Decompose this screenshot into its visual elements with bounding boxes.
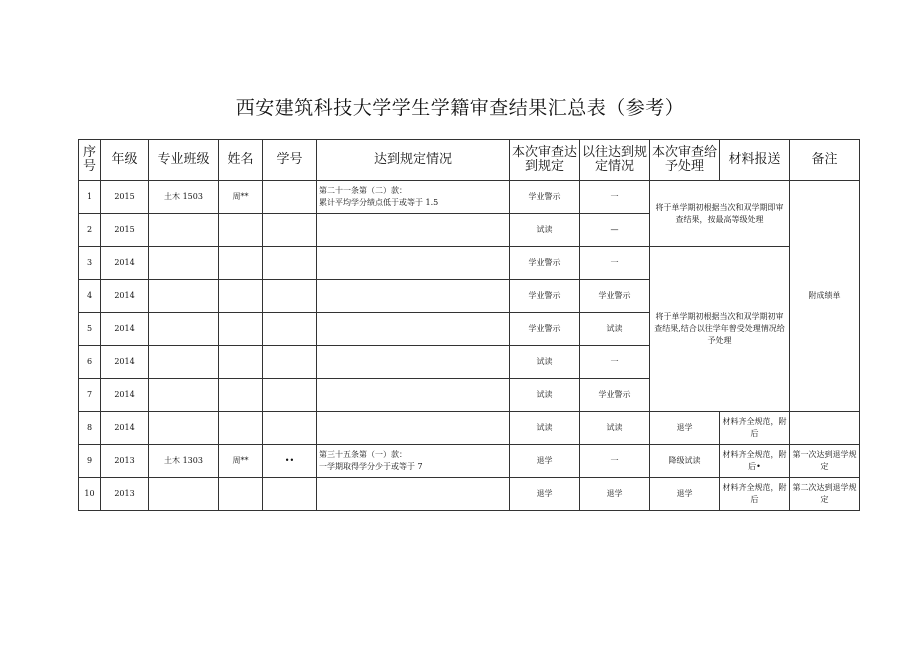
cell-class (149, 379, 219, 412)
cell-past-status: 退学 (580, 478, 650, 511)
cell-no: 4 (79, 280, 101, 313)
cell-remark (790, 412, 860, 445)
cell-name (219, 346, 263, 379)
cell-condition (317, 313, 510, 346)
cell-student-id (263, 247, 317, 280)
cell-current-review: 学业警示 (510, 313, 580, 346)
cell-no: 9 (79, 445, 101, 478)
cell-grade: 2015 (101, 214, 149, 247)
cell-student-id (263, 346, 317, 379)
cell-grade: 2014 (101, 313, 149, 346)
cell-condition (317, 346, 510, 379)
cell-no: 8 (79, 412, 101, 445)
cell-current-review: 学业警示 (510, 280, 580, 313)
cell-material: 材料齐全规范，附后• (720, 445, 790, 478)
cell-past-status: 一 (580, 181, 650, 214)
table-row (79, 412, 860, 445)
cell-material: 材料齐全规范，附后 (720, 412, 790, 445)
cell-condition: 第三十五条第（一）款： 一学期取得学分少于或等于 7 (317, 445, 510, 478)
cell-current-review: 试读 (510, 346, 580, 379)
cell-grade: 2013 (101, 445, 149, 478)
cell-condition (317, 247, 510, 280)
cell-handling: 降级试读 (650, 445, 720, 478)
header-grade: 年级 (101, 140, 149, 181)
cell-past-status: 一 (580, 445, 650, 478)
table-row (79, 247, 860, 280)
cell-no: 10 (79, 478, 101, 511)
cell-no: 2 (79, 214, 101, 247)
cell-no: 7 (79, 379, 101, 412)
cell-no: 1 (79, 181, 101, 214)
cell-class (149, 247, 219, 280)
cell-no: 6 (79, 346, 101, 379)
cell-remark: 第一次达到退学规定 (790, 445, 860, 478)
header-material: 材料报送 (720, 140, 790, 181)
cell-name: 周** (219, 181, 263, 214)
header-student-id: 学号 (263, 140, 317, 181)
cell-past-status: 一 (580, 346, 650, 379)
cell-current-review: 学业警示 (510, 181, 580, 214)
cell-condition (317, 412, 510, 445)
cell-class (149, 346, 219, 379)
cell-remark: 第二次达到退学规定 (790, 478, 860, 511)
cell-name (219, 247, 263, 280)
cell-condition: 第二十一条第（二）款： 累计平均学分绩点低于或等于 1.5 (317, 181, 510, 214)
header-handling: 本次审查给予处理 (650, 140, 720, 181)
header-row (79, 140, 860, 181)
cell-current-review: 学业警示 (510, 247, 580, 280)
cell-class (149, 313, 219, 346)
cell-no: 5 (79, 313, 101, 346)
cell-material: 材料齐全规范，附后 (720, 478, 790, 511)
cell-name (219, 379, 263, 412)
table-row (79, 445, 860, 478)
cell-class: 土木 1303 (149, 445, 219, 478)
cell-current-review: 试读 (510, 214, 580, 247)
cell-student-id (263, 412, 317, 445)
cell-past-status: 一 (580, 247, 650, 280)
cell-no: 3 (79, 247, 101, 280)
cell-name (219, 214, 263, 247)
cell-handling-merged-2: 将于单学期初根据当次和双学期初审查结果,结合以往学年曾受处理情况给予处理 (650, 247, 790, 412)
cell-past-status: 试读 (580, 412, 650, 445)
cell-student-id (263, 280, 317, 313)
cell-class (149, 280, 219, 313)
page-title: 西安建筑科技大学学生学籍审查结果汇总表（参考） (235, 97, 685, 119)
cell-name (219, 412, 263, 445)
cell-class (149, 478, 219, 511)
cell-grade: 2013 (101, 478, 149, 511)
cell-student-id: •• (263, 445, 317, 478)
cell-past-status: 学业警示 (580, 379, 650, 412)
header-condition: 达到规定情况 (317, 140, 510, 181)
cell-class (149, 412, 219, 445)
summary-table (78, 139, 860, 511)
cell-past-status: — (580, 214, 650, 247)
cell-condition (317, 379, 510, 412)
cell-name (219, 313, 263, 346)
cell-condition (317, 214, 510, 247)
cell-handling: 退学 (650, 478, 720, 511)
cell-handling-merged-1: 将于单学期初根据当次和双学期即审查结果，按最高等级处理 (650, 181, 790, 247)
cell-name (219, 280, 263, 313)
header-class: 专业班级 (149, 140, 219, 181)
cell-class: 土木 1503 (149, 181, 219, 214)
cell-past-status: 试读 (580, 313, 650, 346)
cell-grade: 2014 (101, 247, 149, 280)
header-past-status: 以往达到规定情况 (580, 140, 650, 181)
cell-name (219, 478, 263, 511)
cell-student-id (263, 181, 317, 214)
cell-grade: 2014 (101, 346, 149, 379)
cell-remark-merged: 附成绩单 (790, 181, 860, 412)
header-remark: 备注 (790, 140, 860, 181)
cell-student-id (263, 313, 317, 346)
header-no: 序号 (79, 140, 101, 181)
cell-name: 周** (219, 445, 263, 478)
cell-current-review: 退学 (510, 445, 580, 478)
header-name: 姓名 (219, 140, 263, 181)
cell-student-id (263, 478, 317, 511)
cell-grade: 2014 (101, 280, 149, 313)
cell-grade: 2014 (101, 379, 149, 412)
table-row (79, 181, 860, 214)
cell-condition (317, 478, 510, 511)
cell-current-review: 退学 (510, 478, 580, 511)
cell-condition (317, 280, 510, 313)
cell-current-review: 试读 (510, 412, 580, 445)
cell-student-id (263, 214, 317, 247)
cell-handling: 退学 (650, 412, 720, 445)
cell-class (149, 214, 219, 247)
cell-past-status: 学业警示 (580, 280, 650, 313)
cell-grade: 2014 (101, 412, 149, 445)
cell-current-review: 试读 (510, 379, 580, 412)
table-row (79, 478, 860, 511)
cell-grade: 2015 (101, 181, 149, 214)
header-current-review: 本次审查达到规定 (510, 140, 580, 181)
cell-student-id (263, 379, 317, 412)
